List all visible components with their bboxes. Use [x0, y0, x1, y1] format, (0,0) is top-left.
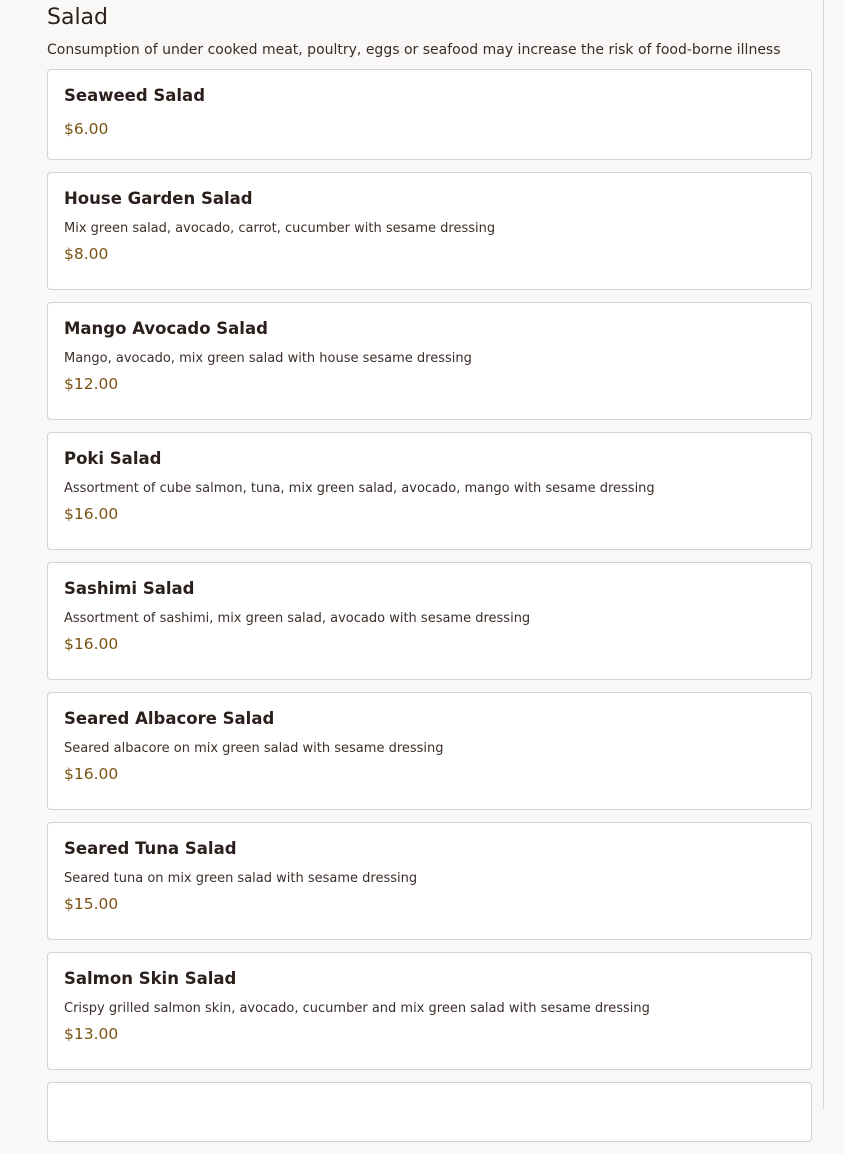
menu-item-description: Seared tuna on mix green salad with sesame dressing — [64, 871, 418, 886]
menu-item-card[interactable] — [47, 822, 812, 940]
menu-item-card[interactable] — [47, 69, 812, 160]
menu-item-name: House Garden Salad — [64, 189, 253, 208]
content-divider — [823, 0, 824, 1109]
menu-item-description: Seared albacore on mix green salad with sesame dressing — [64, 741, 444, 756]
section-title: Salad — [47, 5, 109, 30]
menu-item-card-partial[interactable] — [47, 1082, 812, 1142]
menu-item-card[interactable] — [47, 692, 812, 810]
food-safety-notice: Consumption of under cooked meat, poultry, eggs or seafood may increase the risk of food-borne illness — [47, 42, 781, 58]
menu-item-name: Poki Salad — [64, 449, 162, 468]
menu-item-card[interactable] — [47, 432, 812, 550]
menu-item-name: Mango Avocado Salad — [64, 319, 268, 338]
menu-item-description: Assortment of cube salmon, tuna, mix green salad, avocado, mango with sesame dressing — [64, 481, 655, 496]
menu-item-name: Seaweed Salad — [64, 86, 206, 105]
menu-item-list — [47, 69, 812, 1142]
menu-item-price: $8.00 — [64, 245, 109, 263]
menu-item-name: Sashimi Salad — [64, 579, 195, 598]
menu-item-name: Seared Albacore Salad — [64, 709, 275, 728]
menu-item-description: Mango, avocado, mix green salad with house sesame dressing — [64, 351, 472, 366]
menu-item-name: Salmon Skin Salad — [64, 969, 237, 988]
menu-item-card[interactable] — [47, 562, 812, 680]
menu-item-description: Mix green salad, avocado, carrot, cucumber with sesame dressing — [64, 221, 496, 236]
menu-item-description: Assortment of sashimi, mix green salad, avocado with sesame dressing — [64, 611, 531, 626]
menu-item-price: $12.00 — [64, 375, 119, 393]
menu-item-card[interactable] — [47, 952, 812, 1070]
menu-item-card[interactable] — [47, 172, 812, 290]
menu-section-salad — [47, 0, 812, 1154]
menu-item-price: $6.00 — [64, 120, 109, 138]
menu-item-card[interactable] — [47, 302, 812, 420]
menu-item-description: Crispy grilled salmon skin, avocado, cucumber and mix green salad with sesame dressing — [64, 1001, 650, 1016]
menu-item-price: $16.00 — [64, 635, 119, 653]
menu-item-name: Seared Tuna Salad — [64, 839, 237, 858]
menu-item-price: $13.00 — [64, 1025, 119, 1043]
menu-item-price: $16.00 — [64, 765, 119, 783]
menu-item-price: $15.00 — [64, 895, 119, 913]
menu-item-price: $16.00 — [64, 505, 119, 523]
